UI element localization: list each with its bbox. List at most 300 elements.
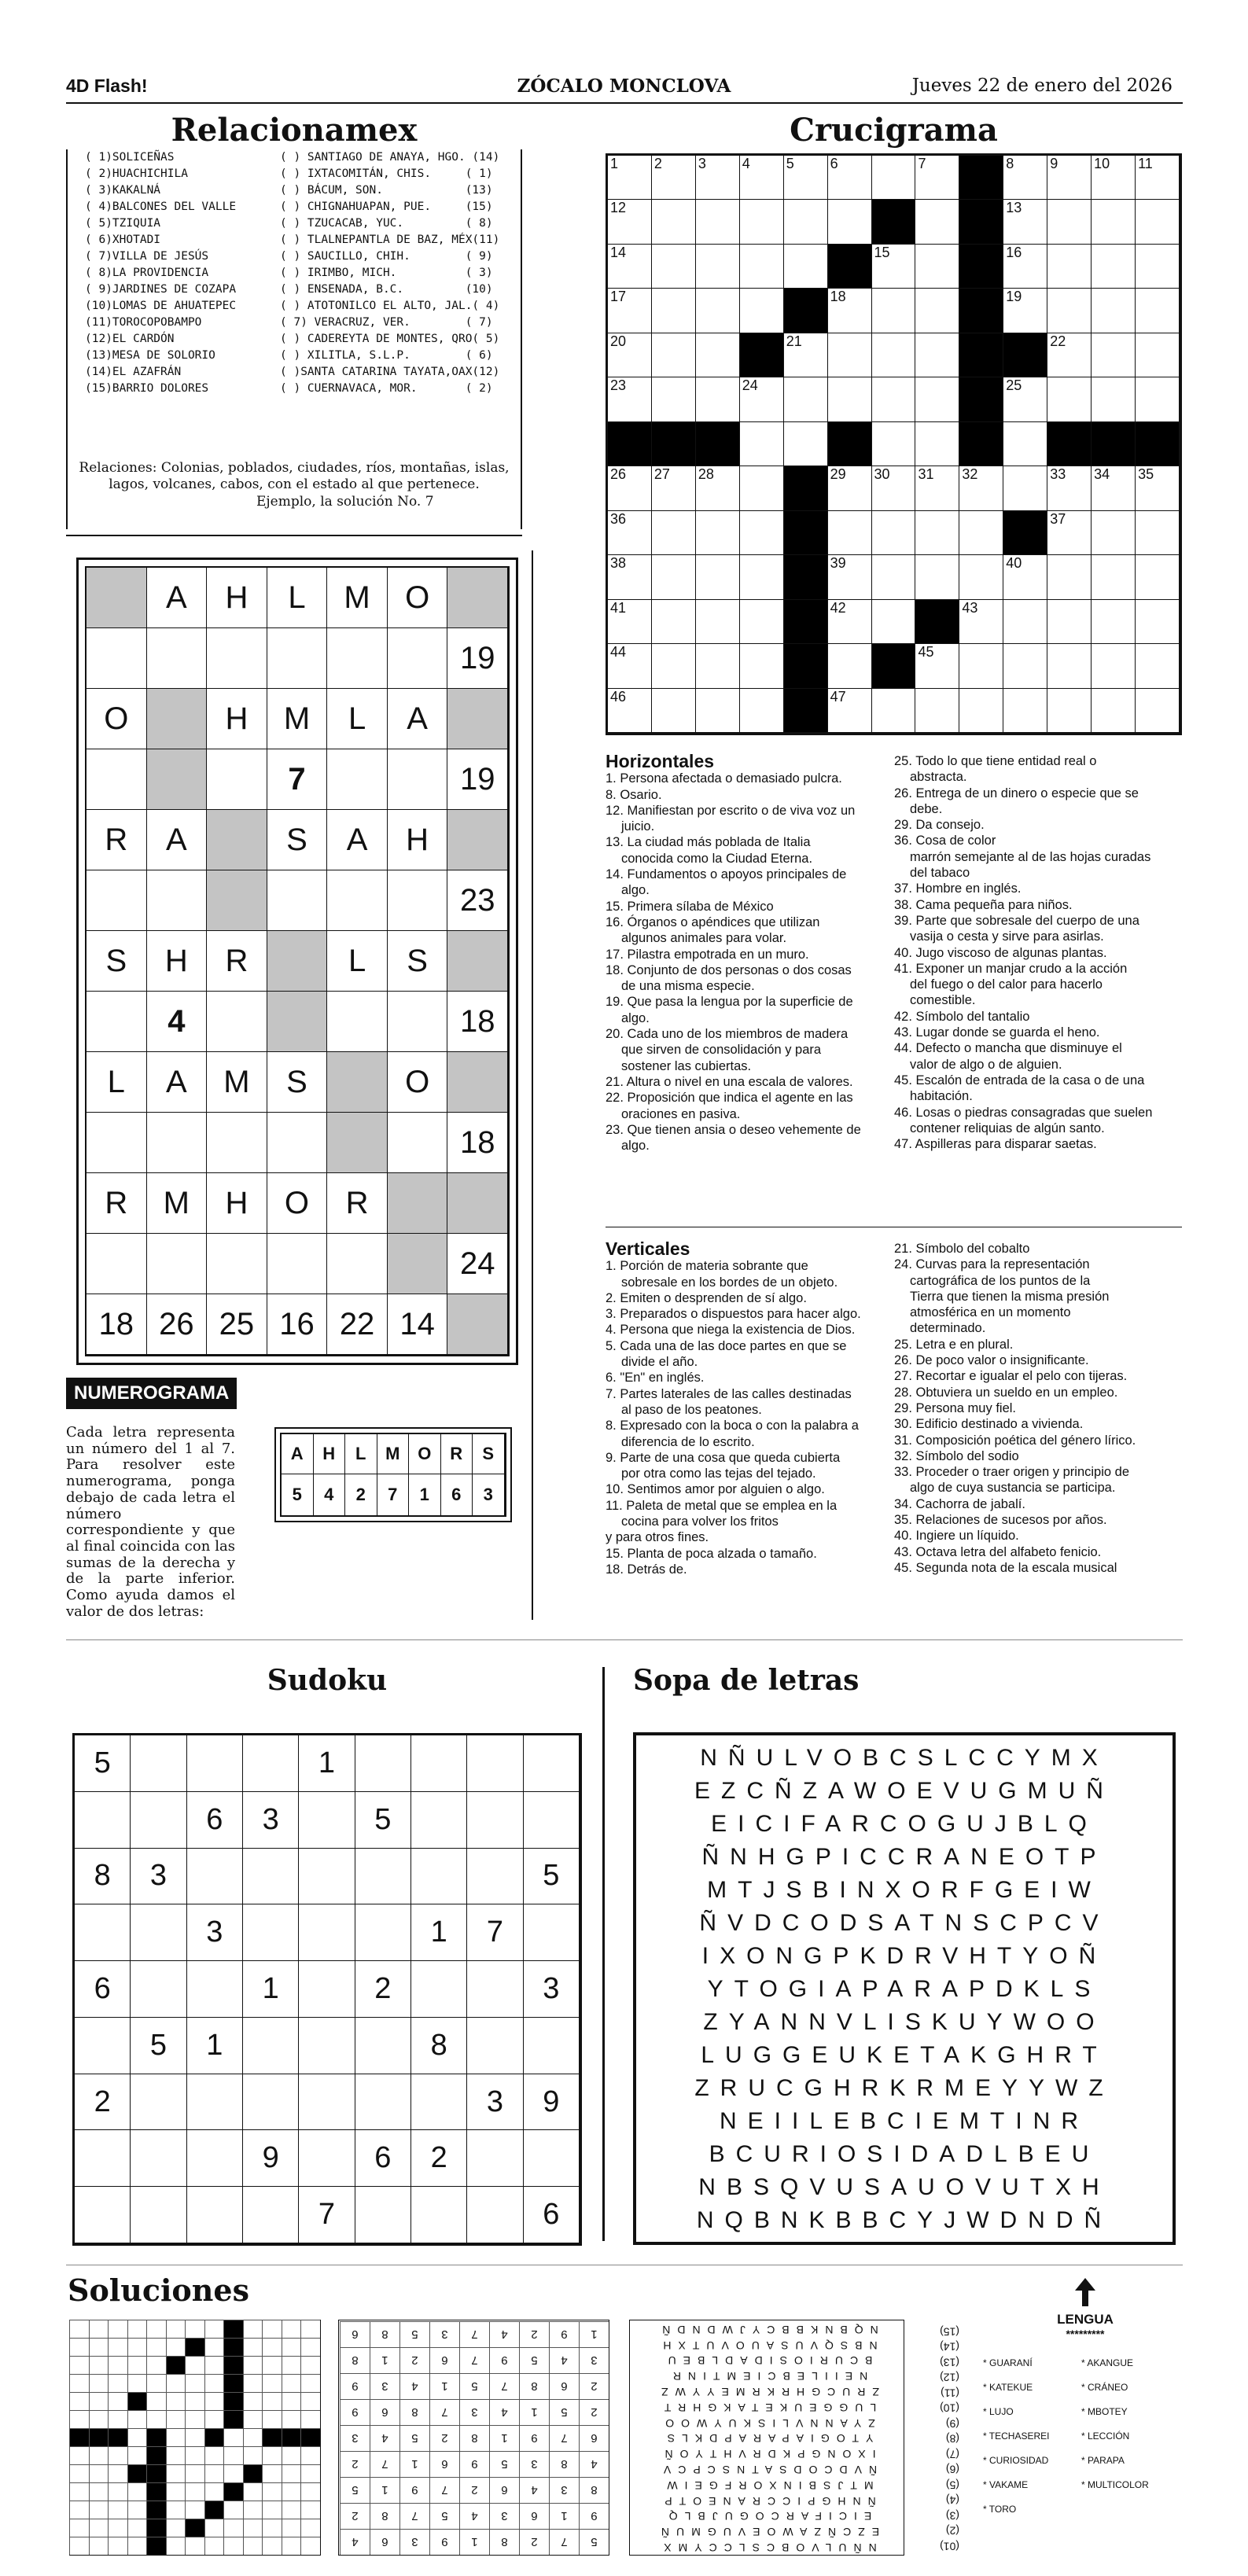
solution-sudoku-cell: 5	[429, 2503, 459, 2529]
solution-crossword-cell	[243, 2338, 263, 2356]
solution-crossword-cell	[204, 2356, 224, 2374]
horizontales-title: Horizontales	[606, 751, 715, 771]
relacionamex-left-item: ( 6)XHOTADI	[85, 234, 161, 246]
crossword-cell	[652, 377, 696, 421]
sudoku-cell	[411, 1735, 467, 1792]
solution-crossword-cell	[186, 2537, 205, 2555]
numerograma-cell: 25	[207, 1294, 267, 1355]
numerograma-cell: L	[327, 689, 388, 749]
solution-crossword-cell	[147, 2392, 167, 2410]
crossword-cell	[784, 245, 828, 289]
crossword-cell	[652, 245, 696, 289]
solution-crossword-cell	[166, 2446, 186, 2464]
solution-sopa-row: IXONGPKDRVHTYOÑ	[657, 2448, 876, 2461]
solution-sudoku-cell: 7	[429, 2399, 459, 2425]
numerograma-cell: H	[388, 810, 448, 870]
sudoku-cell	[131, 2187, 186, 2243]
crossword-cell	[652, 289, 696, 333]
solution-crossword-cell	[186, 2320, 205, 2338]
sopa-row: NQBNKBBCYJWDNDÑ	[696, 2207, 1113, 2233]
crossword-black-cell	[915, 600, 959, 644]
sudoku-cell: 1	[187, 2018, 243, 2074]
solution-crossword-cell	[282, 2338, 301, 2356]
solution-crossword-cell	[127, 2392, 147, 2410]
crossword-black-cell	[652, 422, 696, 466]
solution-crossword-cell	[263, 2446, 282, 2464]
relacionamex-right-item: ( 7) VERACRUZ, VER. ( 7)	[280, 316, 493, 329]
clue-line: 45. Segunda nota de la escala musical	[894, 1560, 1117, 1575]
numerograma-cell: R	[207, 931, 267, 992]
solution-sudoku-cell: 9	[399, 2477, 429, 2503]
solution-sudoku-cell: 2	[579, 2399, 609, 2425]
relacionamex-right-item: ( ) TZUCACAB, YUC. ( 8)	[280, 217, 493, 230]
solution-sopa-row: ÑVDCODSATNSCPCV	[656, 2464, 878, 2477]
solution-crossword-cell	[224, 2338, 244, 2356]
numerograma-grid	[85, 566, 510, 1356]
crossword-cell	[1136, 245, 1180, 289]
solution-crossword-cell	[109, 2428, 128, 2446]
sopa-row: BCURIOSIDADLBEU	[709, 2141, 1100, 2167]
crossword-cell: 3	[696, 156, 740, 200]
solution-crossword-cell	[89, 2374, 109, 2392]
crossword-cell	[1092, 289, 1136, 333]
crossword-cell	[915, 555, 959, 599]
sudoku-cell	[187, 1849, 243, 1905]
solution-crossword-cell	[204, 2374, 224, 2392]
solution-sopa-row: BCURIOSIDADLBEU	[661, 2354, 873, 2368]
numerograma-cell: 22	[327, 1294, 388, 1355]
crossword-cell	[872, 289, 916, 333]
lengua-item: * VAKAME	[983, 2479, 1029, 2490]
sudoku-cell	[467, 1849, 523, 1905]
solution-crossword-cell	[166, 2374, 186, 2392]
relacionamex-left-item: (11)TOROCOPOBAMPO	[85, 316, 202, 329]
solution-crossword-cell	[301, 2428, 321, 2446]
numerograma-cell: 23	[447, 870, 508, 931]
numerograma-cell: 18	[87, 1294, 147, 1355]
crossword-cell	[696, 511, 740, 555]
relacionamex-left-item: ( 8)LA PROVIDENCIA	[85, 267, 209, 279]
lengua-item: * PARAPA	[1081, 2455, 1125, 2466]
crossword-cell: 17	[608, 289, 652, 333]
solution-crossword-cell	[243, 2392, 263, 2410]
solution-crossword-cell	[166, 2356, 186, 2374]
crossword-cell	[872, 422, 916, 466]
relacionamex-left-item: ( 2)HUACHICHILA	[85, 167, 188, 180]
clue-line: 35. Relaciones de sucesos por años.	[894, 1513, 1107, 1528]
relacionamex-left-item: ( 9)JARDINES DE COZAPA	[85, 283, 237, 296]
crossword-cell: 27	[652, 466, 696, 510]
solution-crossword-cell	[243, 2428, 263, 2446]
solution-crossword-cell	[89, 2338, 109, 2356]
solution-crossword-cell	[186, 2428, 205, 2446]
clue-line: 46. Losas o piedras consagradas que suelen	[894, 1105, 1153, 1120]
solution-rel-item: (8)	[945, 2433, 959, 2445]
solution-crossword-cell	[243, 2446, 263, 2464]
clue-line: conocida como la Ciudad Eterna.	[621, 851, 813, 866]
solution-sudoku-cell: 8	[370, 2321, 399, 2347]
solution-crossword-cell	[166, 2320, 186, 2338]
crossword-black-cell	[784, 466, 828, 510]
crossword-cell	[740, 466, 784, 510]
crossword-cell: 31	[915, 466, 959, 510]
crossword-cell	[740, 200, 784, 244]
crossword-black-cell	[959, 156, 1003, 200]
clue-line: 37. Hombre en inglés.	[894, 881, 1022, 896]
sopa-title: Sopa de letras	[633, 1664, 860, 1697]
crossword-cell: 39	[828, 555, 872, 599]
solution-sudoku-cell: 4	[489, 2399, 519, 2425]
crossword-cell: 29	[828, 466, 872, 510]
solution-crossword-cell	[224, 2537, 244, 2555]
solution-crossword-cell	[224, 2374, 244, 2392]
sudoku-cell	[411, 1849, 467, 1905]
solution-sudoku-cell: 6	[549, 2373, 579, 2399]
sudoku-cell	[355, 2018, 411, 2074]
solution-crossword-cell	[147, 2519, 167, 2537]
crossword-cell	[1092, 689, 1136, 733]
solution-crossword-cell	[186, 2446, 205, 2464]
crossword-cell	[1136, 555, 1180, 599]
clue-line: algo.	[621, 883, 650, 898]
crossword-cell	[1003, 689, 1047, 733]
clue-line: 23. Que tienen ansia o deseo vehemente de	[606, 1122, 861, 1137]
crossword-cell: 14	[608, 245, 652, 289]
solution-crossword-cell	[224, 2320, 244, 2338]
numerograma-shaded-cell	[447, 810, 508, 870]
crossword-cell: 13	[1003, 200, 1047, 244]
clue-line: cocina para volver los fritos	[621, 1514, 779, 1529]
solution-sudoku-cell: 3	[519, 2451, 549, 2477]
numerograma-cell: M	[327, 568, 388, 628]
key-value: 1	[409, 1474, 441, 1515]
solution-crossword-cell	[243, 2464, 263, 2482]
clue-line: 27. Recortar e igualar el pelo con tijeras.	[894, 1369, 1128, 1384]
sudoku-cell	[467, 1792, 523, 1849]
clue-line: de una misma especie.	[621, 979, 755, 994]
crossword-cell	[696, 289, 740, 333]
solution-crossword-cell	[204, 2392, 224, 2410]
relacionamex-right-item: ( ) CADEREYTA DE MONTES, QRO( 5)	[280, 333, 500, 345]
solution-sudoku-cell: 9	[489, 2347, 519, 2373]
crossword-black-cell	[1003, 511, 1047, 555]
lengua-item: * GUARANÍ	[983, 2357, 1033, 2368]
solution-crossword-cell	[70, 2374, 90, 2392]
solution-crossword-cell	[204, 2320, 224, 2338]
clue-line: algunos animales para volar.	[621, 931, 787, 946]
crossword-black-cell	[740, 333, 784, 377]
solution-crossword-cell	[263, 2338, 282, 2356]
numerograma-cell	[388, 1113, 448, 1173]
solution-crossword-cell	[109, 2320, 128, 2338]
solution-sudoku-cell: 1	[579, 2321, 609, 2347]
sudoku-cell	[411, 2187, 467, 2243]
crossword-cell	[872, 689, 916, 733]
solution-crossword-cell	[204, 2338, 224, 2356]
relacionamex-left-item: ( 7)VILLA DE JESÚS	[85, 250, 209, 263]
solution-crossword-cell	[89, 2392, 109, 2410]
crossword-black-cell	[784, 689, 828, 733]
crossword-black-cell	[959, 333, 1003, 377]
crossword-cell	[828, 644, 872, 688]
solution-sopa-row: NÑULVOBCSLCCYMX	[657, 2541, 877, 2554]
solution-crossword-cell	[263, 2374, 282, 2392]
solution-crossword-cell	[282, 2320, 301, 2338]
crossword-cell: 44	[608, 644, 652, 688]
key-value: 3	[473, 1474, 505, 1515]
solution-rel-item: (12)	[940, 2372, 959, 2384]
key-letter: H	[314, 1434, 346, 1474]
solution-crossword-cell	[109, 2519, 128, 2537]
solution-crossword-cell	[282, 2446, 301, 2464]
clue-line: 34. Cachorra de jabalí.	[894, 1496, 1025, 1511]
solution-sudoku-cell: 9	[429, 2529, 459, 2555]
horizontales-col1	[606, 753, 885, 1154]
clue-line: 41. Exponer un manjar crudo a la acción	[894, 961, 1128, 976]
clue-line: 44. Defecto o mancha que disminuye el	[894, 1041, 1122, 1056]
lengua-item: * TORO	[983, 2504, 1017, 2515]
crossword-cell: 18	[828, 289, 872, 333]
solution-sudoku-cell: 6	[429, 2347, 459, 2373]
sudoku-cell	[299, 1904, 355, 1961]
solution-sudoku-cell: 8	[489, 2529, 519, 2555]
numerograma-cell	[327, 1234, 388, 1294]
clue-line: 7. Partes laterales de las calles destinadas	[606, 1386, 852, 1401]
crossword-black-cell	[959, 200, 1003, 244]
solution-crossword-cell	[282, 2356, 301, 2374]
crossword-cell: 5	[784, 156, 828, 200]
crossword-cell	[740, 555, 784, 599]
solution-crossword-cell	[301, 2392, 321, 2410]
solution-sudoku-cell: 2	[340, 2503, 370, 2529]
solution-crossword-cell	[243, 2374, 263, 2392]
crossword-cell: 38	[608, 555, 652, 599]
sudoku-cell	[355, 2074, 411, 2131]
solution-rel-item: (7)	[945, 2448, 959, 2461]
crucigrama-grid	[606, 153, 1182, 735]
clue-line: 33. Proceder o traer origen y principio de	[894, 1465, 1129, 1480]
solution-crossword-cell	[166, 2501, 186, 2519]
crossword-cell: 19	[1003, 289, 1047, 333]
solution-sudoku-cell: 6	[429, 2451, 459, 2477]
numerograma-shaded-cell	[388, 1234, 448, 1294]
clue-line: 25. Letra e en plural.	[894, 1337, 1014, 1352]
solution-crossword-cell	[127, 2428, 147, 2446]
numerograma-cell	[327, 992, 388, 1052]
solution-crossword-cell	[263, 2464, 282, 2482]
solution-crossword-cell	[70, 2501, 90, 2519]
solution-sudoku-cell: 5	[519, 2347, 549, 2373]
solution-crossword-cell	[282, 2519, 301, 2537]
clue-line: por otra como las tejas del tejado.	[621, 1466, 816, 1481]
solution-sopa	[629, 2320, 904, 2556]
header-rule	[66, 102, 1183, 104]
solution-sudoku-cell: 2	[459, 2477, 489, 2503]
solution-crossword-cell	[282, 2428, 301, 2446]
solution-sopa-row: EICIFARCOGUJBLQ	[661, 2510, 872, 2523]
solution-crossword-cell	[186, 2356, 205, 2374]
crossword-cell: 16	[1003, 245, 1047, 289]
crossword-cell	[1092, 511, 1136, 555]
solution-crossword-cell	[127, 2501, 147, 2519]
solution-sudoku-cell: 7	[549, 2425, 579, 2451]
key-value: 7	[377, 1474, 410, 1515]
solution-crossword-cell	[301, 2446, 321, 2464]
divider	[66, 535, 522, 536]
solution-crossword-cell	[109, 2410, 128, 2428]
clue-line: 14. Fundamentos o apoyos principales de	[606, 867, 847, 882]
relacionamex-right-item: ( ) CUERNAVACA, MOR. ( 2)	[280, 382, 493, 395]
solution-crossword-cell	[204, 2410, 224, 2428]
solution-sudoku-cell: 6	[489, 2477, 519, 2503]
sudoku-cell: 6	[355, 2130, 411, 2187]
crossword-black-cell	[828, 422, 872, 466]
clue-line: 26. Entrega de un dinero o especie que se	[894, 786, 1139, 800]
crossword-cell	[1047, 644, 1092, 688]
numerograma-shaded-cell	[147, 749, 208, 810]
sudoku-cell	[131, 2074, 186, 2131]
sudoku-cell	[243, 1849, 299, 1905]
crossword-cell	[872, 555, 916, 599]
numerograma-cell: 18	[447, 1113, 508, 1173]
relacionamex-left-item: ( 1)SOLICEÑAS	[85, 151, 175, 164]
clue-line: 1. Porción de materia sobrante que	[606, 1259, 808, 1274]
numerograma-shaded-cell	[327, 1113, 388, 1173]
solution-crossword-cell	[127, 2320, 147, 2338]
date: Jueves 22 de enero del 2026	[911, 75, 1173, 96]
relacionamex-right-item: ( )SANTA CATARINA TAYATA,OAX(12)	[280, 366, 500, 378]
lengua-title: LENGUA	[1057, 2312, 1114, 2327]
numerograma-cell: M	[147, 1173, 208, 1234]
solution-crossword-cell	[282, 2482, 301, 2501]
clue-line: 17. Pilastra empotrada en un muro.	[606, 947, 809, 962]
solution-crossword-cell	[282, 2410, 301, 2428]
crossword-black-cell	[1003, 333, 1047, 377]
crossword-cell	[1136, 600, 1180, 644]
crossword-cell: 28	[696, 466, 740, 510]
numerograma-shaded-cell	[207, 810, 267, 870]
section-divider	[66, 1639, 1183, 1640]
solution-crossword-cell	[89, 2482, 109, 2501]
solution-crossword-cell	[127, 2410, 147, 2428]
solution-rel-item: (2)	[945, 2525, 959, 2537]
numerograma-cell: L	[87, 1052, 147, 1113]
crossword-cell	[1047, 245, 1092, 289]
numerograma-cell: H	[207, 689, 267, 749]
solution-sopa-row: NBSQVUSAUOVUTXH	[656, 2339, 878, 2352]
sudoku-cell	[524, 2018, 580, 2074]
solution-crossword-cell	[147, 2501, 167, 2519]
numerograma-cell: A	[147, 568, 208, 628]
crossword-cell: 6	[828, 156, 872, 200]
verticales-col2	[894, 1241, 1185, 1576]
crossword-cell: 8	[1003, 156, 1047, 200]
solution-sudoku-cell: 6	[340, 2321, 370, 2347]
relacionamex-left-item: ( 3)KAKALNÁ	[85, 184, 161, 197]
solution-crossword-cell	[301, 2519, 321, 2537]
solution-crossword-cell	[186, 2338, 205, 2356]
solution-crossword-cell	[204, 2482, 224, 2501]
crossword-cell	[696, 377, 740, 421]
sudoku-cell: 2	[75, 2074, 131, 2131]
solution-crossword-cell	[109, 2464, 128, 2482]
clue-line: marrón semejante al de las hojas curadas	[910, 849, 1151, 864]
solution-sudoku	[338, 2320, 609, 2556]
numerograma-cell	[267, 1234, 328, 1294]
solution-rel-item: (5)	[945, 2478, 959, 2492]
solution-sopa-row: NEIILEBCIEMTINR	[665, 2370, 868, 2383]
solution-crossword-cell	[224, 2464, 244, 2482]
solution-crossword-cell	[89, 2446, 109, 2464]
solution-crossword-cell	[166, 2338, 186, 2356]
crossword-cell	[740, 689, 784, 733]
relacionamex-left-item: ( 4)BALCONES DEL VALLE	[85, 201, 237, 213]
clue-line: 42. Símbolo del tantalio	[894, 1009, 1030, 1024]
sudoku-cell	[411, 2074, 467, 2131]
clue-line: contener reliquias de algún santo.	[910, 1121, 1105, 1135]
solution-sudoku-cell: 7	[459, 2347, 489, 2373]
numerograma-shaded-cell	[207, 870, 267, 931]
clue-line: 22. Proposición que indica el agente en las	[606, 1091, 853, 1106]
solution-crossword-cell	[186, 2392, 205, 2410]
crossword-black-cell	[872, 644, 916, 688]
crossword-cell	[740, 644, 784, 688]
crossword-cell	[740, 600, 784, 644]
lengua-item: * LECCIÓN	[1081, 2431, 1130, 2442]
sudoku-cell: 6	[524, 2187, 580, 2243]
numerograma-shaded-cell	[447, 1294, 508, 1355]
clue-line: 1. Persona afectada o demasiado pulcra.	[606, 771, 842, 786]
column-rule	[602, 1667, 605, 2241]
clue-line: 36. Cosa de color	[894, 834, 996, 848]
crossword-cell: 35	[1136, 466, 1180, 510]
solution-sopa-row: EZCÑZAWOEVUGMUÑ	[653, 2526, 880, 2539]
sudoku-cell: 1	[243, 1961, 299, 2018]
sudoku-cell	[467, 2130, 523, 2187]
relacionamex-right-item: ( ) BÁCUM, SON. (13)	[280, 184, 493, 197]
clue-line: Tierra que tienen la misma presión	[910, 1289, 1110, 1304]
clue-line: vasija o cesta y sirve para asirlas.	[910, 929, 1104, 944]
crossword-cell: 30	[872, 466, 916, 510]
sudoku-cell: 7	[467, 1904, 523, 1961]
relacionamex-right-item: ( ) ENSENADA, B.C. (10)	[280, 283, 493, 296]
numerograma-cell: A	[388, 689, 448, 749]
numerograma-cell: 14	[388, 1294, 448, 1355]
crossword-cell	[696, 200, 740, 244]
crossword-cell	[872, 377, 916, 421]
numerograma-cell: S	[267, 810, 328, 870]
numerograma-shaded-cell	[147, 689, 208, 749]
verticales-title: Verticales	[606, 1238, 690, 1259]
solution-crossword-cell	[109, 2446, 128, 2464]
sudoku-cell	[187, 1735, 243, 1792]
solution-sudoku-cell: 7	[549, 2529, 579, 2555]
solution-sudoku-cell: 1	[370, 2477, 399, 2503]
solution-sudoku-cell: 2	[519, 2529, 549, 2555]
crossword-cell	[652, 333, 696, 377]
numerograma-cell	[267, 628, 328, 689]
crossword-cell: 15	[872, 245, 916, 289]
sudoku-cell	[75, 1792, 131, 1849]
numerograma-cell: O	[388, 1052, 448, 1113]
crossword-cell	[740, 245, 784, 289]
solution-sudoku-cell: 8	[370, 2503, 399, 2529]
solution-rel-item: (9)	[945, 2417, 959, 2431]
solution-sudoku-cell: 7	[429, 2477, 459, 2503]
solution-crossword-cell	[127, 2374, 147, 2392]
sopa-row: IXONGPKDRVHTYOÑ	[701, 1943, 1107, 1969]
crossword-black-cell	[608, 422, 652, 466]
